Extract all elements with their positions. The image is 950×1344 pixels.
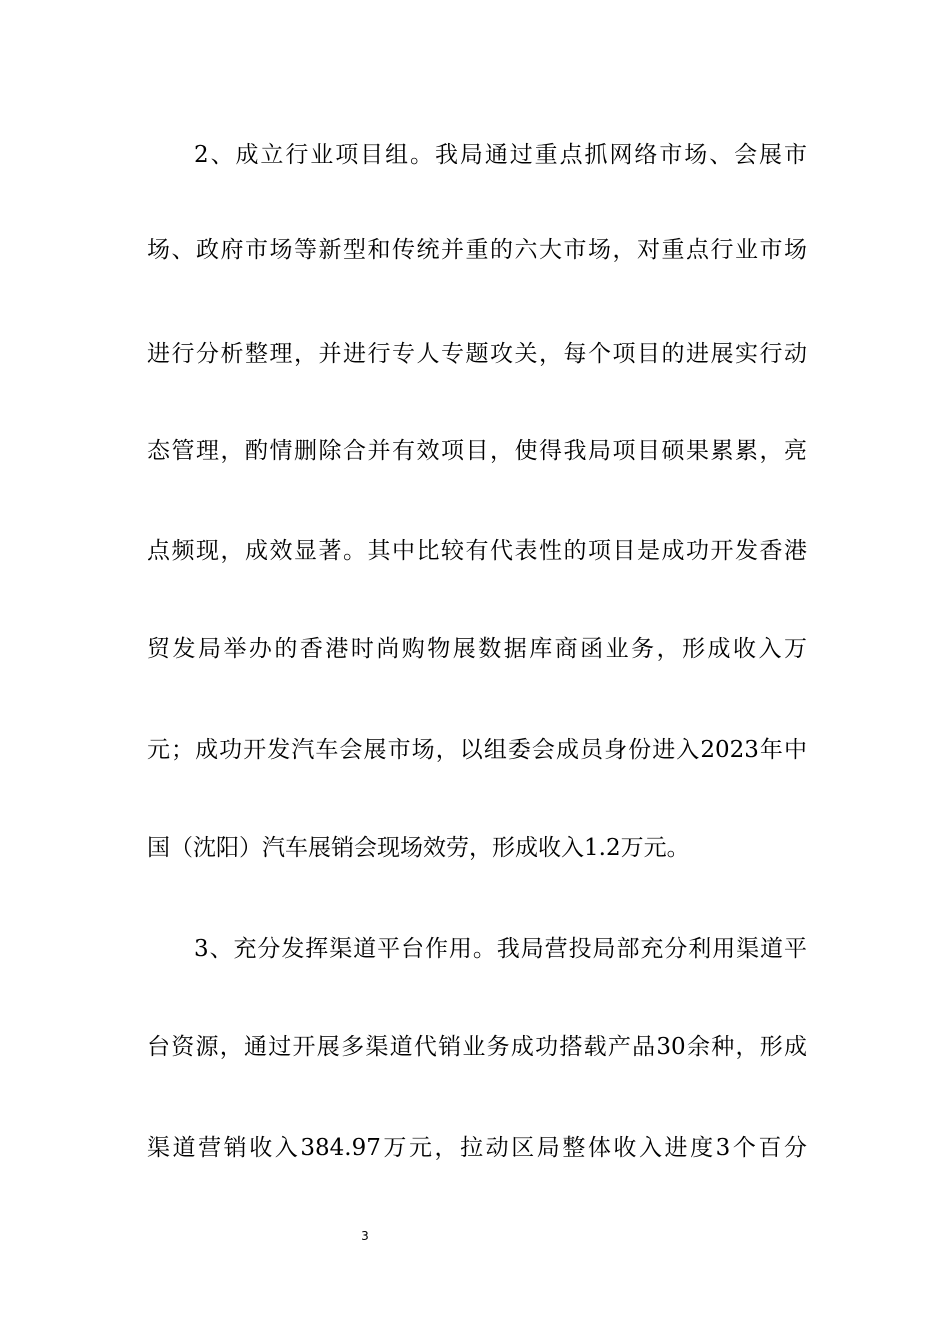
paragraph-line: 态管理，酌情删除合并有效项目，使得我局项目硕果累累，亮 — [147, 438, 807, 464]
page-number: 3 — [361, 1229, 369, 1243]
paragraph-line: 贸发局举办的香港时尚购物展数据库商函业务，形成收入万 — [147, 636, 807, 662]
paragraph-line: 台资源，通过开展多渠道代销业务成功搭载产品30余种，形成 — [147, 1034, 807, 1060]
paragraph-line: 场、政府市场等新型和传统并重的六大市场，对重点行业市场 — [147, 237, 807, 263]
paragraph-line: 点频现，成效显著。其中比较有代表性的项目是成功开发香港 — [147, 538, 807, 564]
paragraph-line: 国（沈阳）汽车展销会现场效劳，形成收入1.2万元。 — [147, 835, 690, 861]
paragraph-line: 2、成立行业项目组。我局通过重点抓网络市场、会展市 — [194, 142, 807, 168]
paragraph-line: 3、充分发挥渠道平台作用。我局营投局部充分利用渠道平 — [194, 936, 807, 962]
paragraph-line: 进行分析整理，并进行专人专题攻关，每个项目的进展实行动 — [147, 341, 807, 367]
paragraph-line: 元；成功开发汽车会展市场，以组委会成员身份进入2023年中 — [147, 737, 807, 763]
paragraph-line: 渠道营销收入384.97万元，拉动区局整体收入进度3个百分 — [147, 1135, 807, 1161]
